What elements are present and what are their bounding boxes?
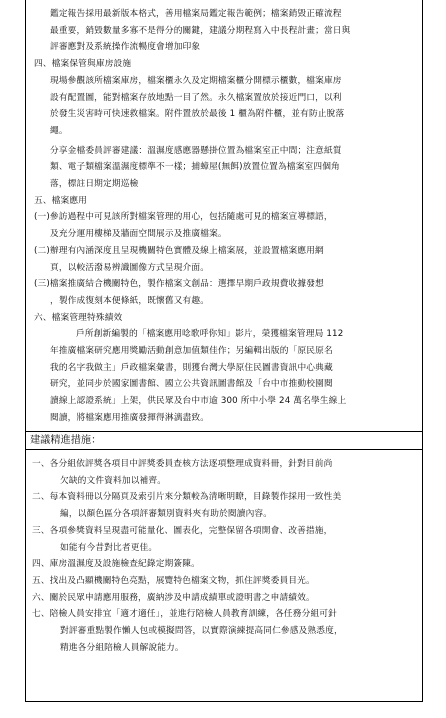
- text-line: 鑑定報告採用最新版本格式，善用檔案局鑑定報告範例；檔案銷毀正確流程: [50, 9, 342, 19]
- text-line: 最重要，銷毀數量多寡不是得分的關鍵，建議分期程寫入中長程計畫；當日與: [50, 25, 351, 36]
- text-line: 二、每本資料冊以分隔頁及索引片來分類較為清晰明瞭，目錄製作採用一致性美: [32, 492, 342, 503]
- findings-section: [25, 0, 423, 432]
- text-line: (一)參訪過程中可見該所對檔案管理的用心，包括隨處可見的檔案宣導標語，: [34, 212, 333, 223]
- recommendation-item: [32, 556, 416, 573]
- recommendations-header-row: [25, 432, 423, 450]
- section-4-paragraph-1: [34, 73, 414, 140]
- text-line: 對評審重點製作懶人包或模擬問答，以實際演練提高同仁參感及熟悉度，: [60, 626, 343, 637]
- text-line: 於發生災害時可快速救檔案。附件置放於最後 1 櫃為附件櫃，並有防止脫落: [50, 109, 345, 120]
- text-line: 年推廣檔案研究應用獎勵活動創意加值類佳作；另編輯出版的「原民原名: [50, 346, 333, 357]
- recommendation-item: [32, 573, 416, 590]
- text-line: ，製作成復刻本便條紙，既懷舊又有趣。: [50, 295, 210, 306]
- text-line: 閱讀，將檔案應用推廣發揮得淋漓盡致。: [50, 412, 210, 423]
- text-line: 及充分運用樓梯及牆面空間展示及推廣檔案。: [50, 229, 227, 240]
- text-line: (三)檔案推廣結合機關特色，製作檔案文創品：選擇早期戶政規費收據發想: [34, 279, 324, 290]
- section-5-item: [34, 209, 414, 242]
- section-heading-6: 六、檔案管理特殊績效: [34, 312, 123, 323]
- section-heading-4: 四、檔案保管與庫房設施: [34, 59, 132, 70]
- recommendation-item: [32, 456, 416, 489]
- text-line: 落，標註日期定期巡檢: [50, 179, 139, 190]
- text-line: 我的名字我做主」戶政檔案彙書，則獲台灣大學原住民圖書資訊中心典藏: [50, 362, 333, 373]
- text-line: 六、關於民眾申請應用服務，廣納涉及申請成績單或證明書之申請績效。: [32, 592, 315, 603]
- text-line: 欠缺的文件資料加以補齊。: [60, 475, 167, 486]
- text-line: 分享金檔委員評審建議：溫濕度感應器懸掛位置為檔案室正中間；注意紙質: [50, 145, 342, 156]
- text-line: 四、庫房溫濕度及設施檢查紀錄定期簽陳。: [32, 559, 200, 570]
- text-line: 繩。: [50, 125, 68, 136]
- text-line: 研究，並同步於國家圖書館、國立公共資訊圖書館及「台中市推動校園閱: [50, 379, 333, 390]
- text-line: 設有配置圖，能對檔案存放地點一目了然。永久檔案置放於接近門口，以利: [50, 92, 342, 103]
- section-4-paragraph-2: [34, 143, 414, 193]
- recommendation-item: [32, 489, 416, 522]
- section-5-item: [34, 276, 414, 309]
- text-line: 三、各項參獎資料呈現盡可能量化、圖表化，完整保留各項開會、改善措施，: [32, 525, 333, 536]
- text-line: 一、各分組依評獎各項目中評獎委員查核方法逐項整理成資料冊，針對目前尚: [32, 459, 333, 469]
- text-line: 戶所創新編製的「檔案應用唸歌呼你知」影片，榮獲檔案管理局 112: [76, 329, 344, 340]
- text-line: 現場參觀該所檔案庫房，檔案櫃永久及定期檔案櫃分開標示櫃數，檔案庫房: [50, 75, 342, 86]
- recommendation-item: [32, 606, 416, 656]
- recommendations-section: [25, 450, 423, 702]
- text-line: (二)辦理有內涵深度且呈現機關特色實體及線上檔案展，並設置檔案應用網: [34, 245, 324, 256]
- text-line: 精進各分組陪檢人員解說能力。: [60, 642, 184, 653]
- section-6-paragraph: [34, 326, 414, 426]
- text-line: 編，以顏色區分各項評審類別資料夾有助於閱讀內容。: [60, 509, 273, 520]
- text-line: 五、找出及凸顯機關特色亮點，展覽特色檔案文物，抓住評獎委員目光。: [32, 575, 315, 586]
- text-line: 類、電子類檔案溫濕度標準不一樣；捕蟑屋(無餌)放置位置為檔案室四個角: [50, 162, 340, 173]
- section-heading-5: 五、檔案應用: [34, 195, 88, 206]
- text-line: 七、陪檢人員安排宜「適才適任」，並進行陪檢人員教育訓練，各任務分組可針: [32, 609, 337, 620]
- text-line: 評審應對及系統操作流暢度會增加印象: [50, 42, 201, 53]
- section-5-item: [34, 243, 414, 276]
- text-line: 如能有今昔對比者更佳。: [60, 542, 158, 553]
- recommendation-item: [32, 590, 416, 607]
- recommendations-header: 建議精進措施：: [30, 435, 102, 446]
- intro-paragraph: [34, 6, 414, 56]
- text-line: 讀線上認證系統」上架，供民眾及台中市逾 300 所中小學 24 萬名學生線上: [50, 396, 347, 407]
- document-page: [25, 0, 423, 702]
- text-line: 頁，以較活潑易辨識圖像方式呈現介面。: [50, 262, 210, 273]
- recommendation-item: [32, 523, 416, 556]
